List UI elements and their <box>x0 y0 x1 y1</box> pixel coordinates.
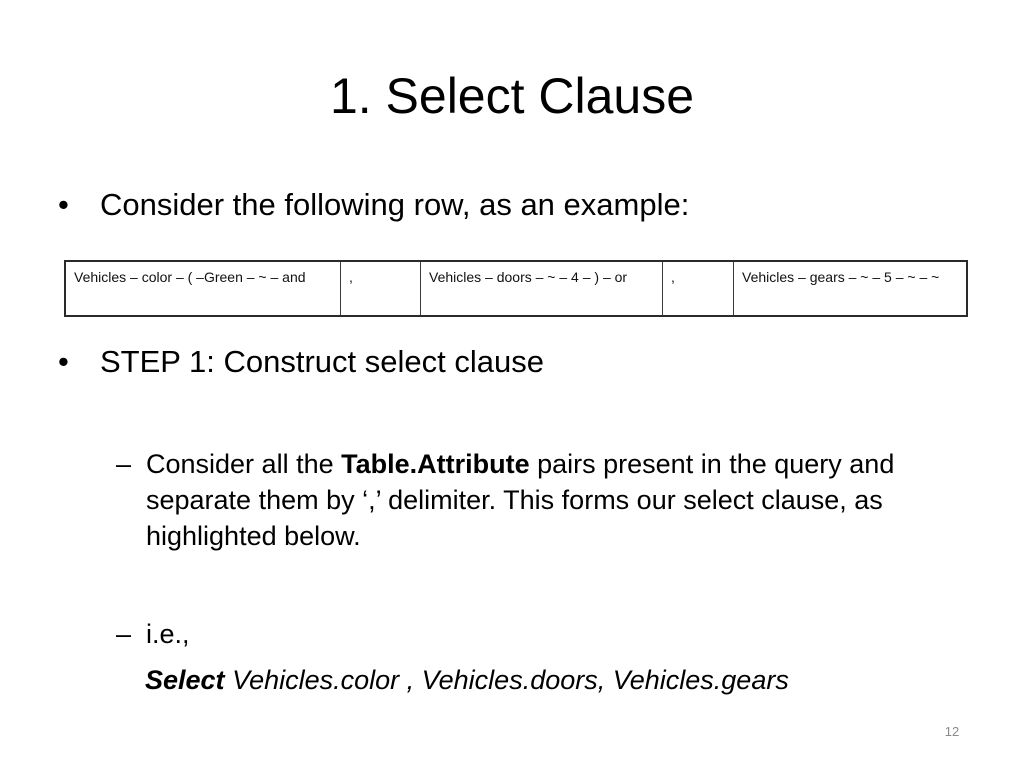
page-number: 12 <box>944 724 960 739</box>
table-attribute-term: Table.Attribute <box>341 449 530 479</box>
slide-title: 1. Select Clause <box>329 68 695 124</box>
bullet-item-example <box>58 186 689 224</box>
bullet-text: STEP 1: Construct select clause <box>100 344 544 379</box>
row-cell-gears: Vehicles – gears – ~ – 5 – ~ – ~ <box>742 269 940 285</box>
sub-bullet-text <box>146 446 976 554</box>
bullet-item-step1 <box>58 343 544 381</box>
sub-bullet-ie <box>116 616 190 652</box>
row-cell-color: Vehicles – color – ( –Green – ~ – and <box>66 262 341 315</box>
row-cell-separator-1: , <box>341 262 421 315</box>
bullet-icon: • <box>58 187 69 222</box>
dash-icon: – <box>116 449 132 479</box>
sub-bullet-text: i.e., <box>146 619 190 649</box>
example-row-table <box>64 260 968 317</box>
row-cell-doors: Vehicles – doors – ~ – 4 – ) – or <box>421 262 663 315</box>
sub-bullet-consider <box>116 446 976 554</box>
select-clause-example <box>145 662 789 698</box>
bullet-text: Consider the following row, as an example: <box>100 187 690 222</box>
select-columns: Vehicles.color , Vehicles.doors, Vehicles.gears <box>224 665 789 695</box>
row-cell-separator-2: , <box>663 262 734 315</box>
bullet-icon: • <box>58 344 69 379</box>
select-keyword: Select <box>145 665 225 695</box>
sub-text-before: Consider all the <box>146 449 342 479</box>
dash-icon: – <box>116 619 132 649</box>
sub-text-after: pairs present in the query and separate them by ‘,’ delimiter. This forms our select clause, as highlighted below. <box>146 449 895 551</box>
